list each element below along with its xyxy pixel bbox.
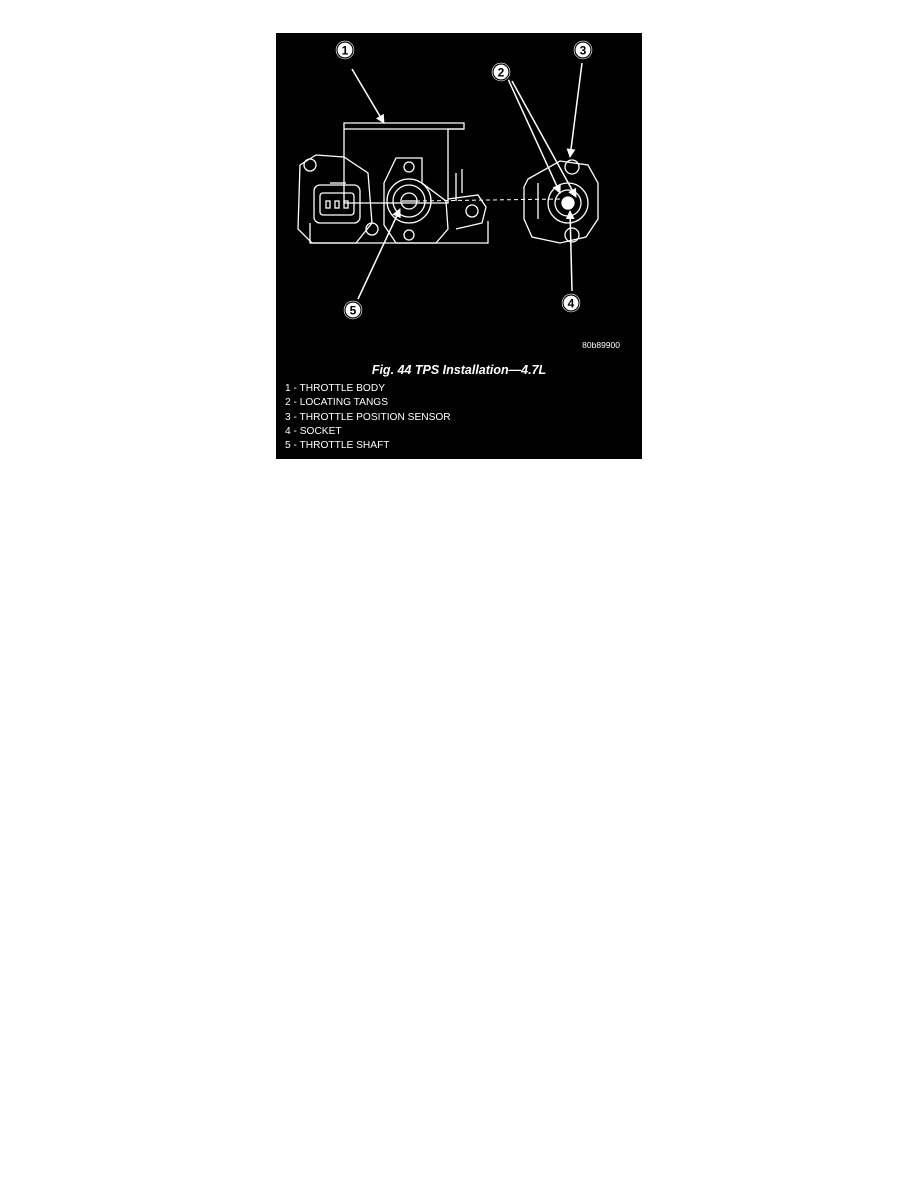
legend-item: 3 - THROTTLE POSITION SENSOR — [285, 411, 451, 423]
figure-panel — [276, 33, 642, 459]
leader-lines — [352, 63, 582, 299]
figure-caption: Fig. 44 TPS Installation—4.7L — [371, 363, 547, 377]
callout-5-label: 5 — [349, 303, 357, 318]
legend-item: 5 - THROTTLE SHAFT — [285, 440, 390, 452]
legend-item: 1 - THROTTLE BODY — [285, 383, 386, 394]
callout-3 — [573, 40, 593, 60]
callout-5 — [343, 300, 363, 320]
throttle-position-sensor — [524, 160, 598, 243]
legend-item: 4 - SOCKET — [285, 425, 342, 437]
alignment-line — [416, 199, 562, 201]
callout-1 — [335, 40, 355, 60]
callout-2 — [491, 62, 511, 82]
callout-3-label: 3 — [579, 43, 587, 58]
callout-4-label: 4 — [567, 296, 575, 311]
callout-4 — [561, 293, 581, 313]
figure-legend — [285, 382, 451, 453]
callout-2-label: 2 — [497, 65, 505, 80]
callout-1-label: 1 — [341, 43, 349, 58]
figure-reference-code: 80b89900 — [582, 340, 620, 350]
legend-item: 2 - LOCATING TANGS — [285, 397, 389, 409]
